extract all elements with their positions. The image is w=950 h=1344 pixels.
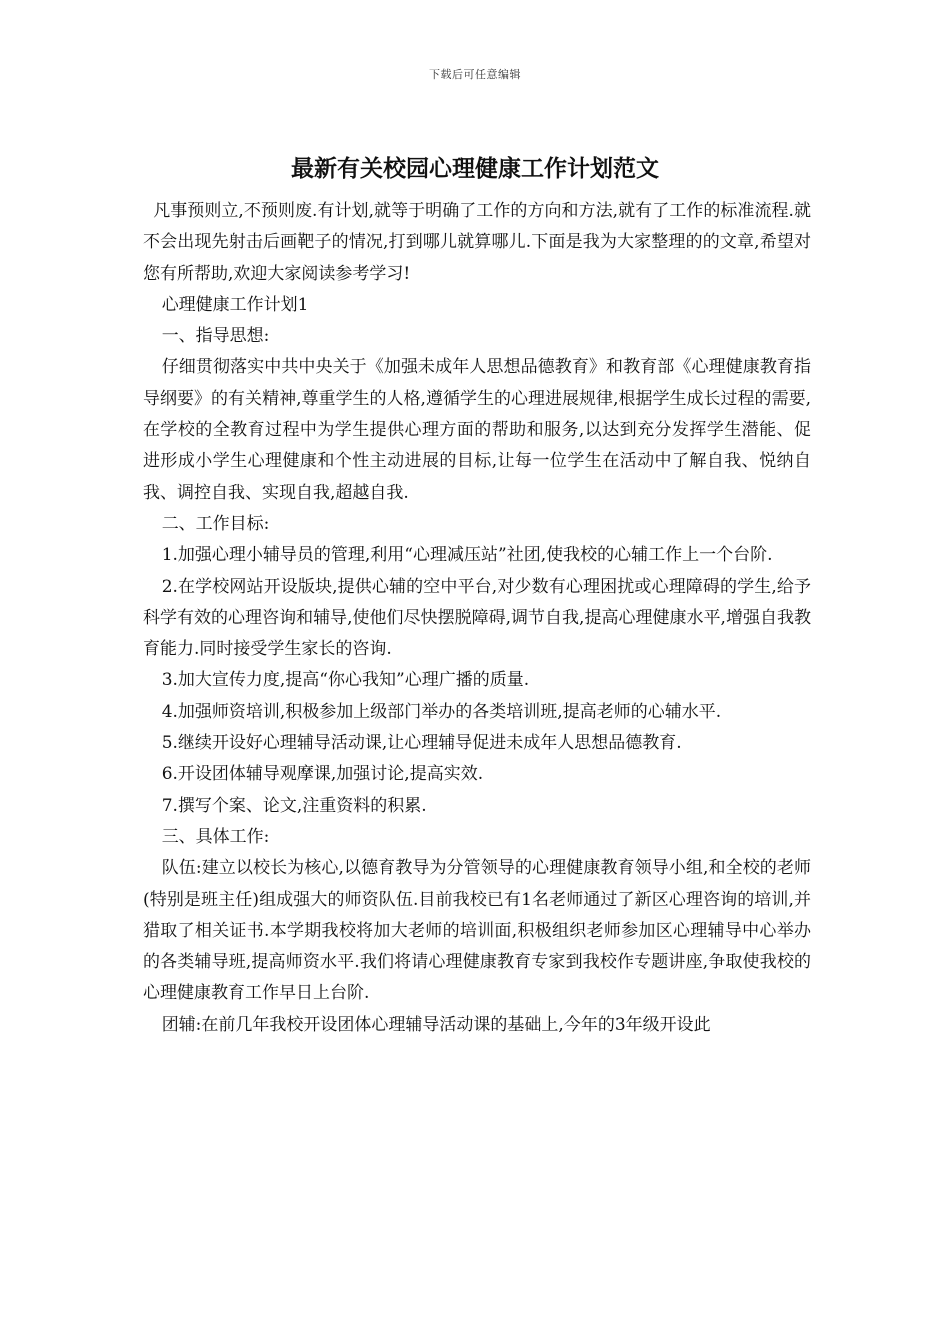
document-title: 最新有关校园心理健康工作计划范文: [291, 156, 659, 182]
goal-item-2: 2.在学校网站开设版块,提供心辅的空中平台,对少数有心理困扰或心理障碍的学生,给予科学有效的心理咨询和辅导,使他们尽快摆脱障碍,调节自我,提高心理健康水平,增强自我教育能力.同时接受学生家长的咨询.: [143, 576, 811, 660]
goal-item-1: 1.加强心理小辅导员的管理,利用“心理减压站”社团,使我校的心辅工作上一个台阶.: [161, 545, 773, 566]
section-heading-work-goals: 二、工作目标:: [161, 513, 270, 534]
goal-item-5: 5.继续开设好心理辅导活动课,让心理辅导促进未成年人思想品德教育.: [161, 733, 682, 754]
section-heading-plan-1: 心理健康工作计划1: [161, 294, 309, 315]
paragraph-guiding-thought: 仔细贯彻落实中共中央关于《加强未成年人思想品德教育》和教育部《心理健康教育指导纲要》的有关精神,尊重学生的人格,遵循学生的心理进展规律,根据学生成长过程的需要,在学校的全教育过程中为学生提供心理方面的帮助和服务,以达到充分发挥学生潜能、促进形成小学生心理健康和个性主动进展的目标,让每一位学生在活动中了解自我、悦纳自我、调控自我、实现自我,超越自我.: [143, 357, 811, 503]
goal-item-3: 3.加大宣传力度,提高“你心我知”心理广播的质量.: [161, 670, 530, 691]
paragraph-group-counseling: 团辅:在前几年我校开设团体心理辅导活动课的基础上,今年的3年级开设此: [161, 1014, 711, 1035]
section-heading-specific-work: 三、具体工作:: [161, 826, 270, 847]
section-heading-guiding-thought: 一、指导思想:: [161, 326, 270, 347]
header-note: 下载后可任意编辑: [429, 68, 521, 81]
goal-item-6: 6.开设团体辅导观摩课,加强讨论,提高实效.: [161, 764, 484, 785]
paragraph-intro: 凡事预则立,不预则废.有计划,就等于明确了工作的方向和方法,就有了工作的标准流程.就不会出现先射击后画靶子的情况,打到哪儿就算哪儿.下面是我为大家整理的的文章,希望对您有所帮助,欢迎大家阅读参考学习!: [143, 201, 811, 284]
goal-item-7: 7.撰写个案、论文,注重资料的积累.: [161, 795, 427, 816]
document-body: [143, 196, 811, 1041]
goal-item-4: 4.加强师资培训,积极参加上级部门举办的各类培训班,提高老师的心辅水平.: [161, 701, 722, 722]
paragraph-team: 队伍:建立以校长为核心,以德育教导为分管领导的心理健康教育领导小组,和全校的老师(特别是班主任)组成强大的师资队伍.目前我校已有1名老师通过了新区心理咨询的培训,并猎取了相关证书.本学期我校将加大老师的培训面,积极组织老师参加区心理辅导中心举办的各类辅导班,提高师资水平.我们将请心理健康教育专家到我校作专题讲座,争取使我校的心理健康教育工作早日上台阶.: [143, 858, 811, 1004]
